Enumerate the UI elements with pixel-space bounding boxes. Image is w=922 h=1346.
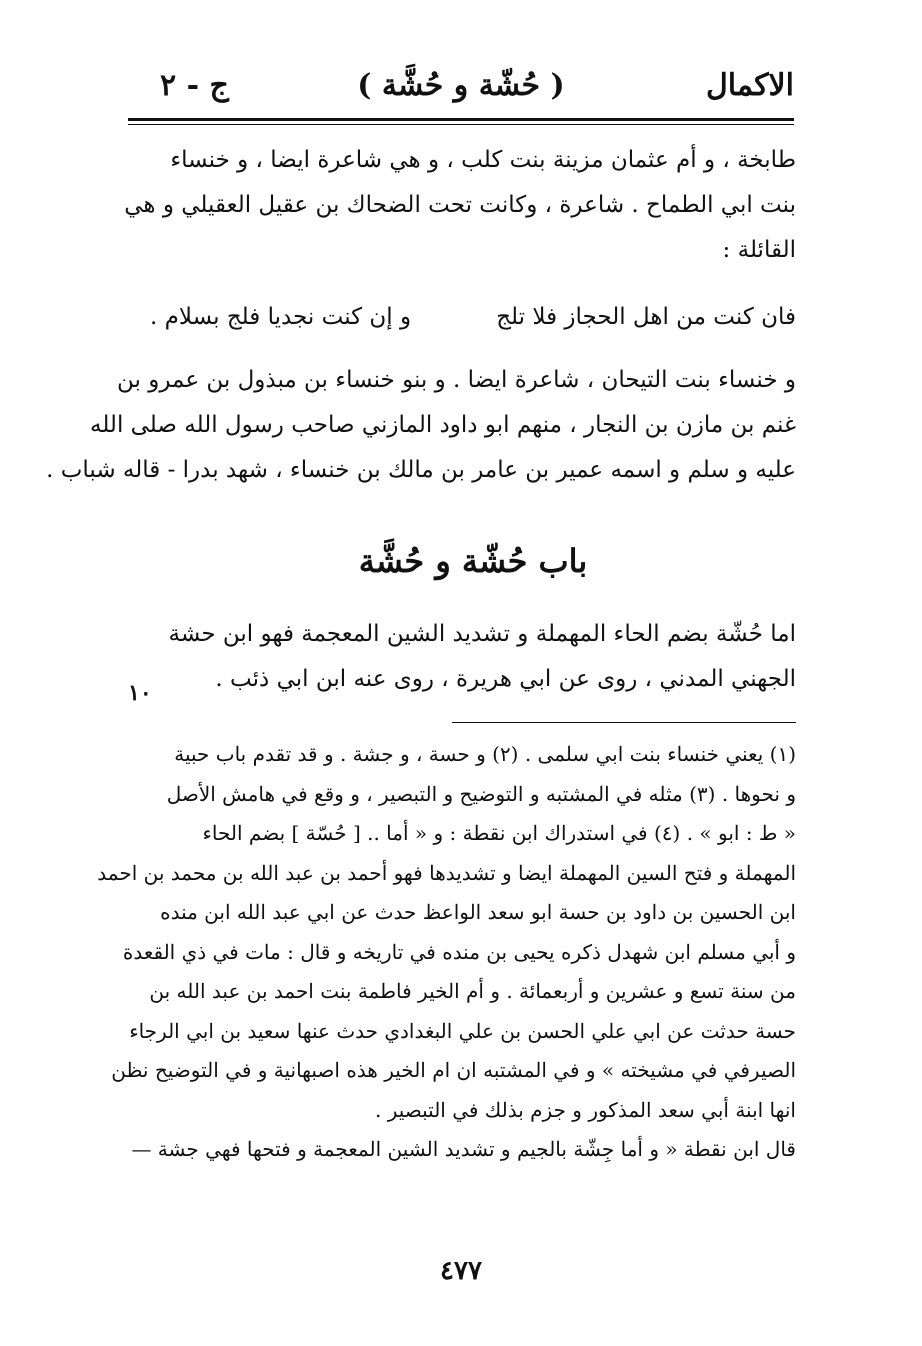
book-title: الاكمال: [705, 68, 794, 103]
main-text: [124, 138, 796, 273]
page-number: ٤٧٧: [440, 1256, 482, 1286]
text-line: الجهني المدني ، روى عن ابي هريرة ، روى عنه ابن ابي ذئب .: [215, 666, 796, 692]
footnote-line: « ط : ابو » . (٤) في استدراك ابن نقطة : و « أما .. [ حُسّة ] بضم الحاء: [202, 821, 796, 845]
footnote-line: قال ابن نقطة « و أما جِشّة بالجيم و تشديد الشين المعجمة و فتحها فهي جشة —: [131, 1137, 796, 1161]
text-line: و خنساء بنت التيحان ، شاعرة ايضا . و بنو خنساء بن مبذول بن عمرو بن: [117, 367, 796, 393]
text-line: بنت ابي الطماح . شاعرة ، وكانت تحت الضحاك بن عقيل العقيلي و هي: [124, 192, 796, 218]
text-line: القائلة :: [722, 237, 796, 263]
footnote-line: (١) يعني خنساء بنت ابي سلمى . (٢) و حسة ، و جشة . و قد تقدم باب حبية: [174, 742, 796, 766]
main-text-continued: [46, 358, 796, 493]
text-line: اما حُشّة بضم الحاء المهملة و تشديد الشين المعجمة فهو ابن حشة: [168, 621, 796, 647]
poetry-verse: [150, 304, 796, 349]
text-line: طابخة ، و أم عثمان مزينة بنت كلب ، و هي شاعرة ايضا ، و خنساء: [170, 147, 796, 173]
footnote-separator: [452, 722, 796, 723]
footnote-line: من سنة تسع و عشرين و أربعمائة . و أم الخير فاطمة بنت احمد بن عبد الله بن: [149, 979, 796, 1003]
section-heading: باب حُشّة و حُشَّة: [358, 542, 588, 580]
margin-line-number: ١٠: [128, 680, 152, 706]
footnote-line: الصيرفي في مشيخته » و في المشتبه ان ام الخير هذه اصبهانية و في التوضيح نظن: [111, 1058, 796, 1082]
header-rule-thick: [128, 118, 794, 121]
verse-second-half: و إن كنت نجديا فلج بسلام .: [150, 304, 412, 330]
footnote-line: ابن الحسين بن داود بن حسة ابو سعد الواعظ حدث عن ابي عبد الله ابن منده: [160, 900, 796, 924]
footnote-line: و نحوها . (٣) مثله في المشتبه و التوضيح و التبصير ، و وقع في هامش الأصل: [166, 781, 796, 806]
verse-first-half: فان كنت من اهل الحجاز فلا تلج: [496, 304, 796, 330]
section-text: [150, 612, 796, 702]
text-line: غنم بن مازن بن النجار ، منهم ابو داود المازني صاحب رسول الله صلى الله: [89, 412, 796, 438]
footnote-line: انها ابنة أبي سعد المذكور و جزم بذلك في التبصير .: [375, 1097, 796, 1122]
footnote-line: و أبي مسلم ابن شهدل ذكره يحيى بن منده في تاريخه و قال : مات في ذي القعدة: [122, 939, 796, 964]
header-rule-thin: [128, 124, 794, 125]
volume-label: ج - ٢: [160, 68, 229, 103]
footnotes: [97, 735, 796, 1170]
running-header: [128, 68, 794, 108]
header-title: ( حُشّة و حُشَّة ): [357, 68, 565, 103]
footnote-line: المهملة و فتح السين المهملة ايضا و تشديدها فهو أحمد بن عبد الله بن محمد بن احمد: [97, 860, 796, 885]
footnote-line: حسة حدثت عن ابي علي الحسن بن علي البغدادي حدث عنها سعيد بن ابي الرجاء: [129, 1018, 796, 1043]
text-line: عليه و سلم و اسمه عمير بن عامر بن مالك بن خنساء ، شهد بدرا - قاله شباب .: [46, 457, 796, 483]
